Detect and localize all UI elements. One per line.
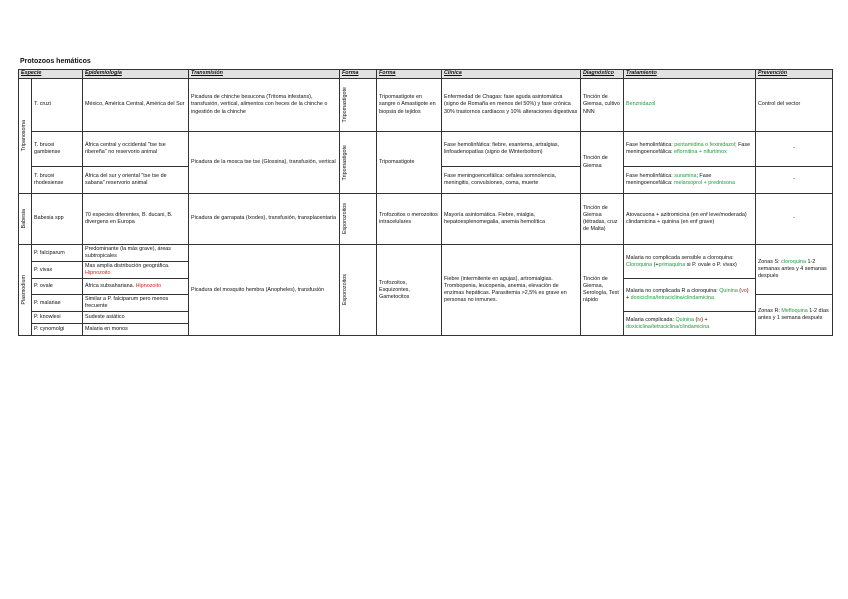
protozoa-table bbox=[18, 69, 833, 336]
form-vert-cell bbox=[340, 194, 377, 245]
route-text: iv bbox=[697, 316, 702, 323]
header-forma-1: Forma bbox=[340, 70, 377, 79]
table-row bbox=[19, 245, 833, 262]
header-transmision: Transmisión bbox=[189, 70, 340, 79]
prev-text: 1-2 semanas antes y 4 semanas después bbox=[758, 259, 827, 280]
treat-cell bbox=[624, 132, 756, 167]
species-cell: P. ovale bbox=[32, 279, 83, 295]
drug-text: cloroquina bbox=[781, 259, 806, 265]
species-cell: T. brucei gambiense bbox=[32, 132, 83, 167]
prev-cell bbox=[756, 245, 833, 295]
drug-text: Quinina bbox=[675, 316, 695, 323]
treat-text: ; Fase meningoencefálica: bbox=[626, 172, 712, 186]
species-cell: Babesia spp bbox=[32, 194, 83, 245]
epi-cell: África central y occidental "tse tse ribereña" no reservorio animal bbox=[83, 132, 189, 167]
group-cell bbox=[19, 79, 32, 194]
prev-cell: - bbox=[756, 132, 833, 167]
prev-text: Zonas S: bbox=[758, 259, 782, 265]
prev-cell bbox=[756, 295, 833, 336]
table-row bbox=[19, 194, 833, 245]
form-vert-label: Tripomastigote bbox=[342, 87, 349, 123]
species-cell: T. brucei rhodesiense bbox=[32, 167, 83, 194]
form-cell: Trofozoitos, Esquizontes, Gametocitos bbox=[377, 245, 442, 336]
treat-cell bbox=[624, 245, 756, 279]
treat-text: Fase hemolinfática: bbox=[626, 172, 675, 179]
treat-text: ) + bbox=[701, 316, 708, 323]
header-prevencion: Prevención bbox=[756, 70, 833, 79]
species-cell: P. knowlesi bbox=[32, 312, 83, 324]
group-label: Tripanosoma bbox=[21, 120, 27, 152]
table-row bbox=[19, 132, 833, 167]
group-label: Plasmodium bbox=[21, 275, 27, 305]
form-vert-cell bbox=[340, 132, 377, 194]
treat-text: Malaria no complicada sensible a cloroquina: bbox=[626, 254, 734, 261]
trans-cell: Picadura del mosquito hembra (Anopheles), transfusión bbox=[189, 245, 340, 336]
header-especie: Especie bbox=[19, 70, 83, 79]
drug-text: melarsoprol + prednisona bbox=[673, 180, 735, 186]
treat-text: ( bbox=[737, 288, 742, 295]
treat-cell bbox=[624, 312, 756, 336]
treat-text: ; Fase meningoencefálica: bbox=[626, 141, 751, 155]
species-cell: P. falciparum bbox=[32, 245, 83, 262]
clin-cell: Enfermedad de Chagas: fase aguda asintomática (signo de Romaña en menos del 50%) y fase crónica 30% trastornos cardiacos y 10% alteraciones digestivas bbox=[442, 79, 581, 132]
epi-cell: México, América Central, América del Sur bbox=[83, 79, 189, 132]
route-text: vo bbox=[741, 288, 747, 295]
trans-cell: Picadura de chinche besucona (Tritoma infestans), transfusión, vertical, alimentos con heces de la chinche o ingestión de la chinche bbox=[189, 79, 340, 132]
epi-cell: Predominante (la más grave), áreas subtropicales bbox=[83, 245, 189, 262]
epi-cell: Malaria en monos bbox=[83, 324, 189, 336]
trans-cell: Picadura de garrapata (Ixodes), transfusión, transplacentaria bbox=[189, 194, 340, 245]
treat-text: Malaria complicada: bbox=[626, 316, 676, 323]
drug-text: Quinina bbox=[719, 288, 738, 295]
form-cell: Tripomastigote en sangre o Amastigote en biopsia de tejidos bbox=[377, 79, 442, 132]
form-vert-label: Tripomastigote bbox=[342, 144, 349, 181]
header-diagnostico: Diagnóstico bbox=[581, 70, 624, 79]
header-forma-2: Forma bbox=[377, 70, 442, 79]
drug-text: pentamidina o fexinidazol bbox=[674, 141, 736, 148]
drug-text: primaquina bbox=[658, 261, 686, 268]
form-vert-label: Esporozoitos bbox=[342, 274, 349, 306]
species-cell: P. cynomolgi bbox=[32, 324, 83, 336]
header-row bbox=[19, 70, 833, 79]
treat-text: ( bbox=[694, 316, 698, 323]
diag-cell: Tinción de Giemsa, Serología, Test rápido bbox=[581, 245, 624, 336]
clin-cell: Mayoría asintomática. Fiebre, mialgia, hepatoesplenomegalia, anemia hemolítica bbox=[442, 194, 581, 245]
form-vert-cell bbox=[340, 79, 377, 132]
clin-cell: Fiebre (intermitente en agujas), artromialgias. Trombopenia, leucopenia, anemia, elevación de enzimas hepáticas. Parasitemia >2,5% es grave en personas no inmunes. bbox=[442, 245, 581, 336]
treat-text: (+ bbox=[652, 261, 659, 268]
epi-cell bbox=[83, 262, 189, 279]
group-label: Babesia bbox=[21, 209, 27, 229]
epi-cell: 70 especies diferentes, B. ducani, B. divergens en Europa bbox=[83, 194, 189, 245]
treat-text: Malaria no complicada R a cloroquina: bbox=[626, 288, 720, 295]
treat-text: Fase hemolinfática: bbox=[626, 141, 675, 148]
drug-text: doxiciclina/tetraciclina/clindamicina bbox=[626, 323, 710, 330]
clin-cell: Fase meningoencefálica: cefalea somnolencia, meningitis, convulsiones, coma, muerte bbox=[442, 167, 581, 194]
clin-cell: Fase hemolinfática: fiebre, exantema, artralgias, linfoadenopatías (signo de Winterbottom) bbox=[442, 132, 581, 167]
page-title: Protozoos hemáticos bbox=[20, 58, 91, 65]
form-vert-label: Esporozoitos bbox=[342, 203, 349, 235]
species-cell: P. malariae bbox=[32, 295, 83, 312]
treat-cell bbox=[624, 279, 756, 312]
drug-text: Cloroquina bbox=[626, 261, 653, 268]
diag-cell: Tinción de Giemsa, cultivo NNN bbox=[581, 79, 624, 132]
species-cell: T. cruzi bbox=[32, 79, 83, 132]
drug-text: doxiciclina/tetraciclina/clindamicina bbox=[630, 295, 714, 302]
epi-cell: Similar a P. falciparum pero menos frecuente bbox=[83, 295, 189, 312]
epi-cell bbox=[83, 279, 189, 295]
species-cell: P. vivax bbox=[32, 262, 83, 279]
group-cell bbox=[19, 245, 32, 336]
trans-cell: Picadura de la mosca tse tse (Glossina), transfusión, vertical bbox=[189, 132, 340, 194]
prev-cell: - bbox=[756, 167, 833, 194]
drug-text: suramina bbox=[674, 172, 697, 179]
prev-cell: Control del vector bbox=[756, 79, 833, 132]
treat-text: ) + bbox=[626, 288, 749, 302]
header-clinica: Clínica bbox=[442, 70, 581, 79]
prev-text: 1-2 días antes y 1 semana después bbox=[758, 308, 829, 322]
epi-cell: Sudeste asiático bbox=[83, 312, 189, 324]
treat-cell: Benznidazol bbox=[624, 79, 756, 132]
header-tratamiento: Tratamiento bbox=[624, 70, 756, 79]
form-cell: Trofozoitos o merozoitos intracelulares bbox=[377, 194, 442, 245]
treat-cell: Atovacuona + azitromicina (en enf leve/moderada) clindamicina + quinina (en enf grave) bbox=[624, 194, 756, 245]
epi-text: África subsahariana. bbox=[85, 283, 136, 290]
epi-text: Mas amplia distribución geográfica. bbox=[85, 263, 170, 270]
drug-text: Mefloquina bbox=[781, 308, 808, 315]
form-vert-cell bbox=[340, 245, 377, 336]
treat-cell bbox=[624, 167, 756, 194]
group-cell bbox=[19, 194, 32, 245]
table-row bbox=[19, 79, 833, 132]
header-epidemiologia: Epidemiología bbox=[83, 70, 189, 79]
diag-cell: Tinción de Giemsa bbox=[581, 132, 624, 194]
hipnozoito-text: Hipnozoito bbox=[85, 270, 111, 277]
treat-text: si P. ovale o P. vivax) bbox=[685, 261, 737, 268]
prev-cell: - bbox=[756, 194, 833, 245]
diag-cell: Tinción de Giemsa (tétradas, cruz de Malta) bbox=[581, 194, 624, 245]
hipnozoito-text: Hipnozoito bbox=[135, 283, 162, 290]
epi-cell: África del sur y oriental "tse tse de sabana" reservorio animal bbox=[83, 167, 189, 194]
drug-text: eflornitina + nifurtimox bbox=[673, 149, 727, 155]
prev-text: Zonas R: bbox=[758, 308, 782, 315]
form-cell: Tripomastigote bbox=[377, 132, 442, 194]
